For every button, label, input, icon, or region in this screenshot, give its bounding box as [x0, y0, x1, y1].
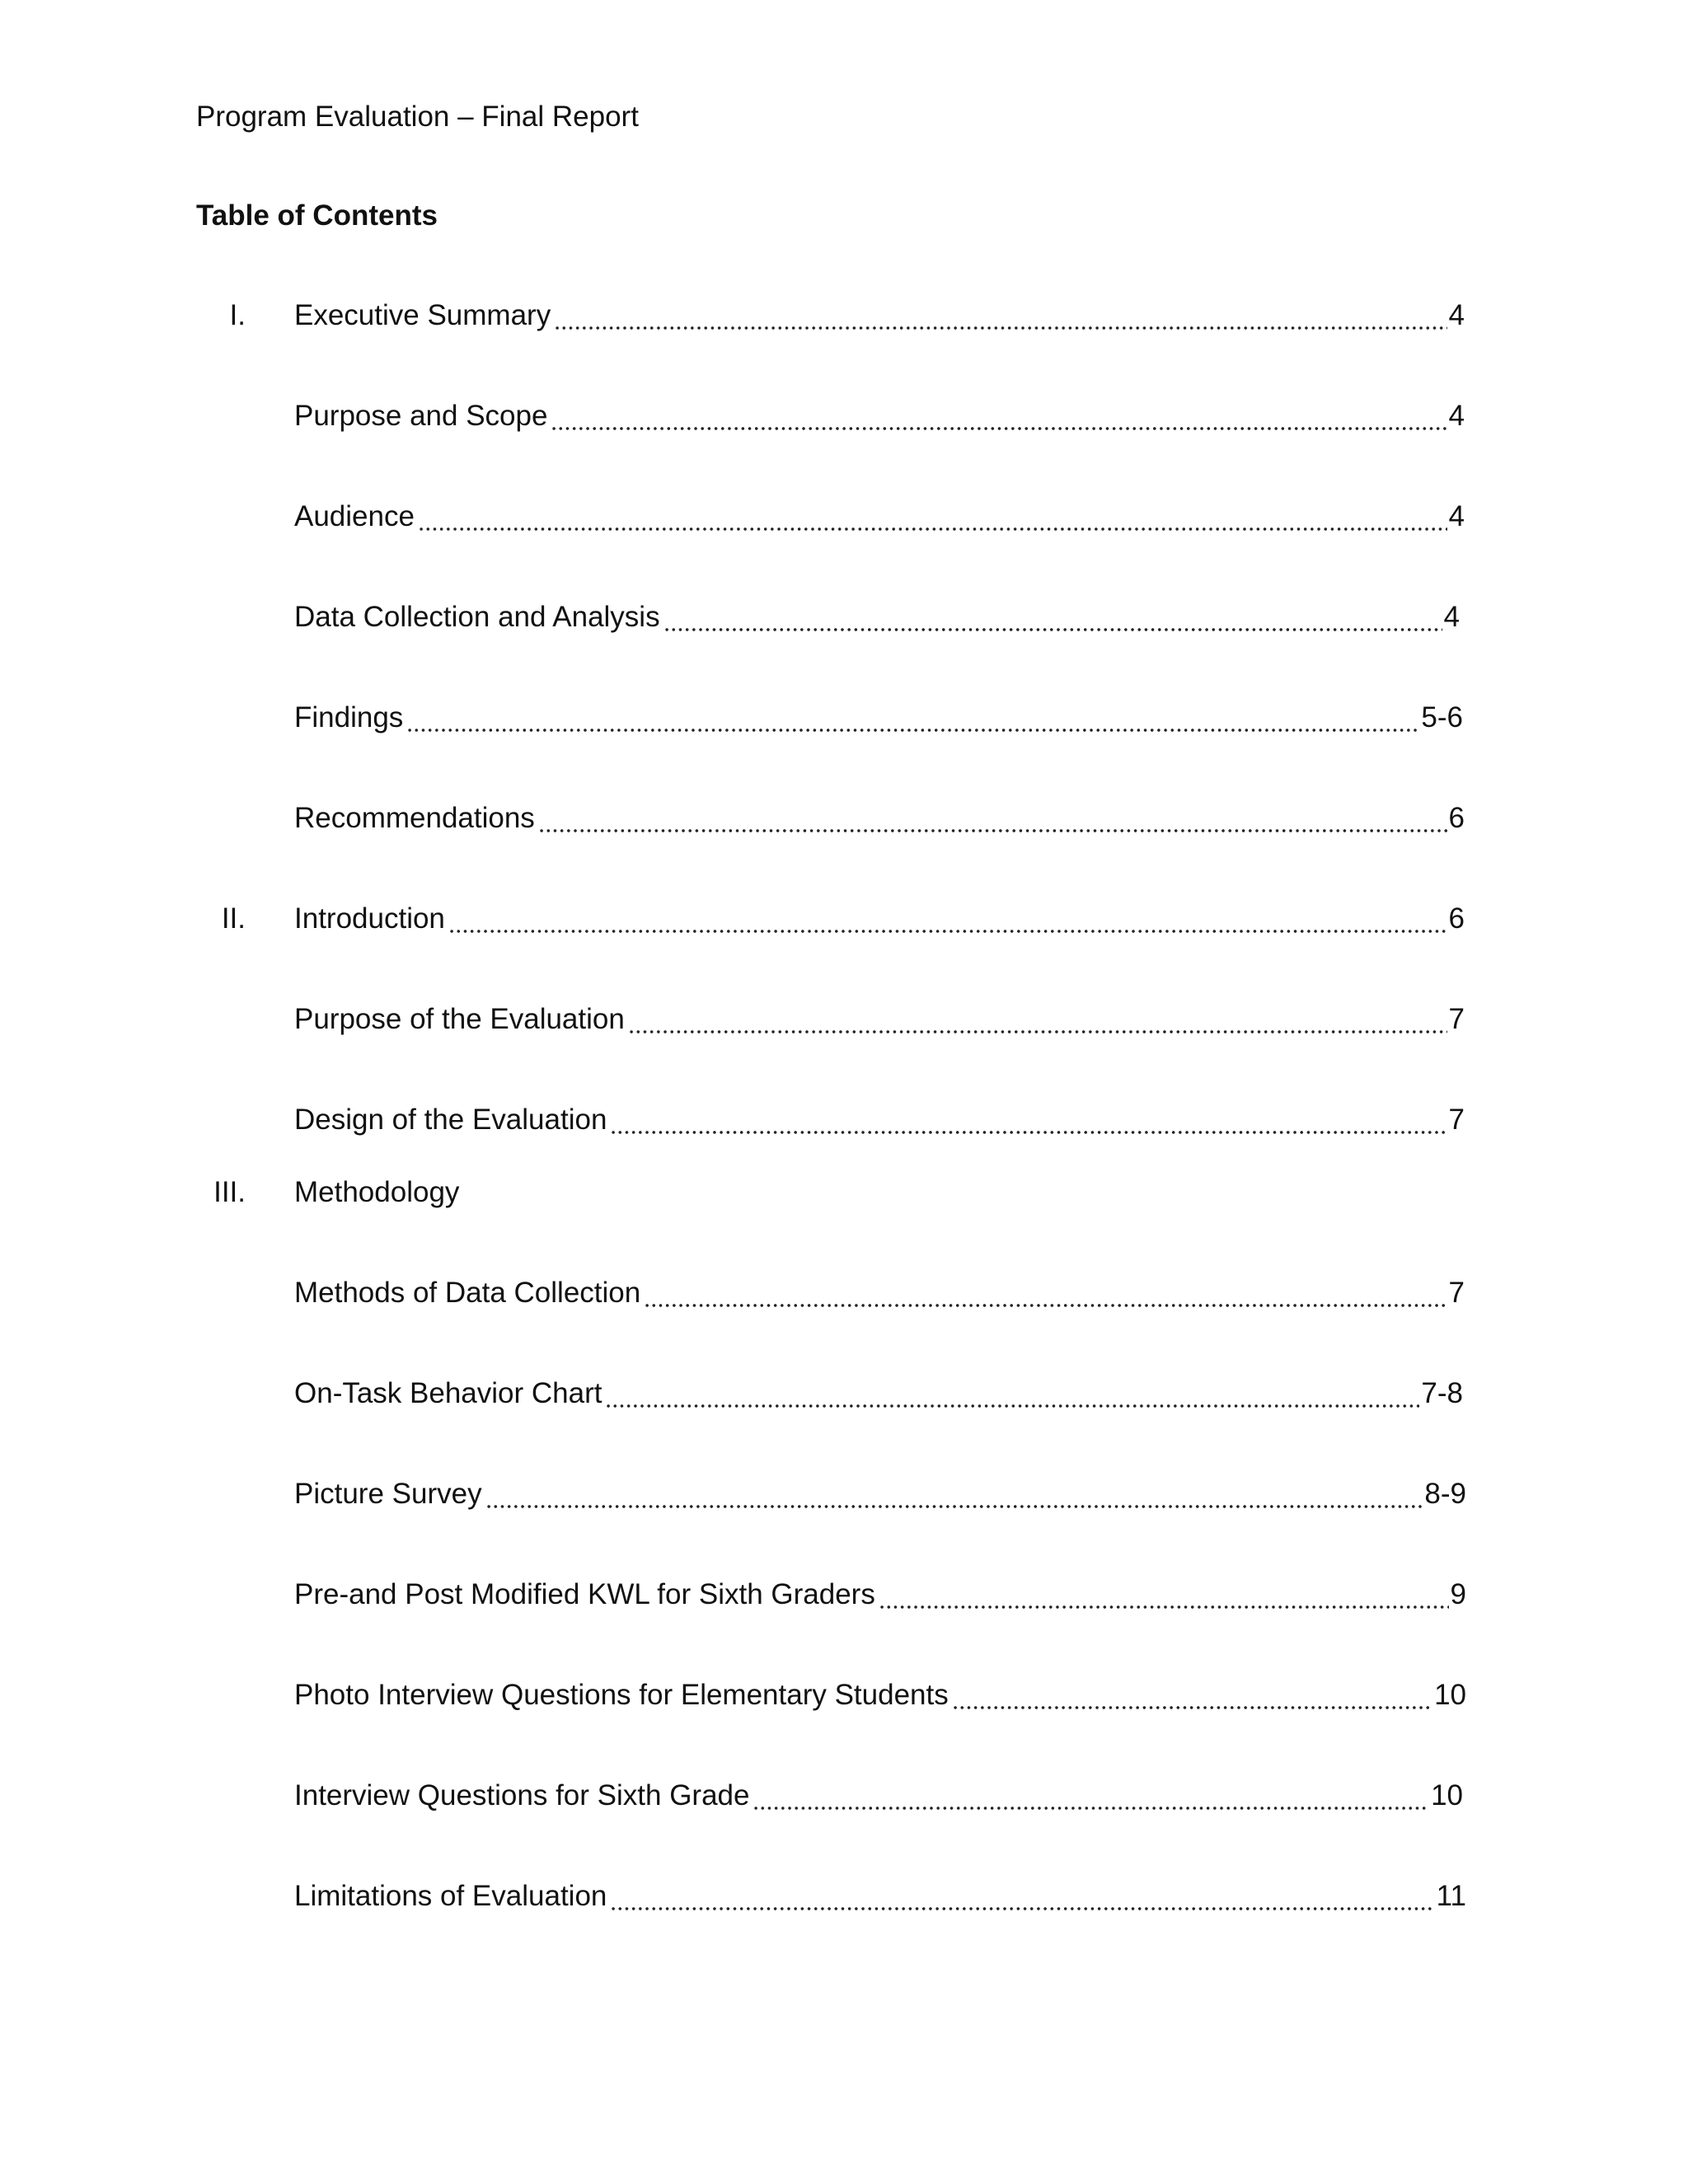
- toc-label: Introduction: [294, 902, 445, 935]
- toc-line: [294, 798, 1465, 839]
- toc-label: Methodology: [294, 1176, 460, 1208]
- toc-line: [294, 597, 1460, 638]
- toc-entry-methods-of-data-collection[interactable]: [0, 1272, 1688, 1314]
- toc-page-number: 4: [1443, 601, 1460, 633]
- toc-entry-executive-summary[interactable]: [0, 295, 1688, 336]
- toc-label: Findings: [294, 701, 404, 733]
- toc-page-number: 5-6: [1421, 701, 1463, 733]
- toc-line: [294, 1675, 1466, 1716]
- toc-entry-interview-questions-sixth-grade[interactable]: [0, 1775, 1688, 1816]
- toc-entry-on-task-behavior-chart[interactable]: [0, 1373, 1688, 1414]
- toc-page-number: 9: [1450, 1578, 1466, 1610]
- toc-label: Executive Summary: [294, 299, 551, 331]
- toc-page-number: 4: [1448, 400, 1465, 432]
- toc-page-number: 6: [1448, 802, 1465, 834]
- toc-heading: Table of Contents: [196, 199, 438, 232]
- dot-leader: [628, 999, 1447, 1040]
- toc-line: [294, 1474, 1466, 1515]
- toc-page-number: 4: [1448, 299, 1465, 331]
- dot-leader: [879, 1574, 1449, 1615]
- toc-label: Photo Interview Questions for Elementary Students: [294, 1679, 949, 1711]
- toc-entry-audience[interactable]: [0, 496, 1688, 537]
- toc-label: On-Task Behavior Chart: [294, 1377, 603, 1409]
- toc-line: [294, 396, 1465, 437]
- toc-entry-methodology[interactable]: [0, 1172, 1688, 1213]
- toc-page-number: 6: [1448, 902, 1465, 935]
- dot-leader: [610, 1876, 1434, 1917]
- dot-leader: [610, 1099, 1447, 1141]
- toc-label: Data Collection and Analysis: [294, 601, 660, 633]
- dot-leader: [406, 697, 1419, 738]
- toc-numeral: III.: [213, 1176, 246, 1208]
- toc-entry-purpose-of-the-evaluation[interactable]: [0, 999, 1688, 1040]
- toc-page-number: 7: [1448, 1104, 1465, 1136]
- toc-line: [294, 1574, 1466, 1615]
- toc-label: Limitations of Evaluation: [294, 1880, 607, 1912]
- toc-page-number: 4: [1448, 500, 1465, 532]
- toc-label: Design of the Evaluation: [294, 1104, 607, 1136]
- toc-page-number: 7-8: [1421, 1377, 1463, 1409]
- toc-entry-limitations-of-evaluation[interactable]: [0, 1876, 1688, 1917]
- toc-label: Picture Survey: [294, 1478, 482, 1510]
- toc-label: Purpose of the Evaluation: [294, 1003, 625, 1035]
- toc-page-number: 8-9: [1424, 1478, 1466, 1510]
- toc-line: [294, 999, 1465, 1040]
- toc-entry-picture-survey[interactable]: [0, 1474, 1688, 1515]
- toc-line: [294, 295, 1465, 336]
- toc-label: Purpose and Scope: [294, 400, 548, 432]
- dot-leader: [952, 1675, 1432, 1716]
- dot-leader: [644, 1272, 1447, 1314]
- toc-page-number: 7: [1448, 1277, 1465, 1309]
- toc-page-number: 10: [1431, 1779, 1463, 1811]
- toc-line: [294, 1272, 1465, 1314]
- toc-entry-introduction[interactable]: [0, 898, 1688, 940]
- toc-entry-data-collection-and-analysis[interactable]: [0, 597, 1688, 638]
- toc-label: Interview Questions for Sixth Grade: [294, 1779, 750, 1811]
- toc-label: Recommendations: [294, 802, 535, 834]
- toc-line: [294, 496, 1465, 537]
- dot-leader: [605, 1373, 1419, 1414]
- toc-line: [294, 898, 1465, 940]
- toc-page-number: 11: [1436, 1880, 1466, 1912]
- toc-line: [294, 697, 1463, 738]
- dot-leader: [418, 496, 1447, 537]
- dot-leader: [448, 898, 1447, 940]
- toc-entry-pre-and-post-modified-kwl[interactable]: [0, 1574, 1688, 1615]
- toc-entry-purpose-and-scope[interactable]: [0, 396, 1688, 437]
- toc-entry-findings[interactable]: [0, 697, 1688, 738]
- toc-page-number: 10: [1434, 1679, 1466, 1711]
- toc-line: [294, 1373, 1463, 1414]
- toc-entry-design-of-the-evaluation[interactable]: [0, 1099, 1688, 1141]
- dot-leader: [753, 1775, 1429, 1816]
- toc-numeral: I.: [229, 299, 246, 331]
- toc-line: [294, 1876, 1466, 1917]
- report-title: Program Evaluation – Final Report: [196, 101, 639, 133]
- toc-entry-recommendations[interactable]: [0, 798, 1688, 839]
- toc-page-number: 7: [1448, 1003, 1465, 1035]
- toc-numeral: II.: [221, 902, 246, 935]
- toc-line: [294, 1775, 1463, 1816]
- toc-line: [294, 1172, 1465, 1213]
- toc-label: Methods of Data Collection: [294, 1277, 641, 1309]
- toc-entry-photo-interview-questions[interactable]: [0, 1675, 1688, 1716]
- toc-line: [294, 1099, 1465, 1141]
- dot-leader: [663, 597, 1442, 638]
- toc-label: Audience: [294, 500, 415, 532]
- dot-leader: [538, 798, 1447, 839]
- dot-leader: [551, 396, 1447, 437]
- toc-label: Pre-and Post Modified KWL for Sixth Graders: [294, 1578, 875, 1610]
- dot-leader: [554, 295, 1447, 336]
- dot-leader: [485, 1474, 1423, 1515]
